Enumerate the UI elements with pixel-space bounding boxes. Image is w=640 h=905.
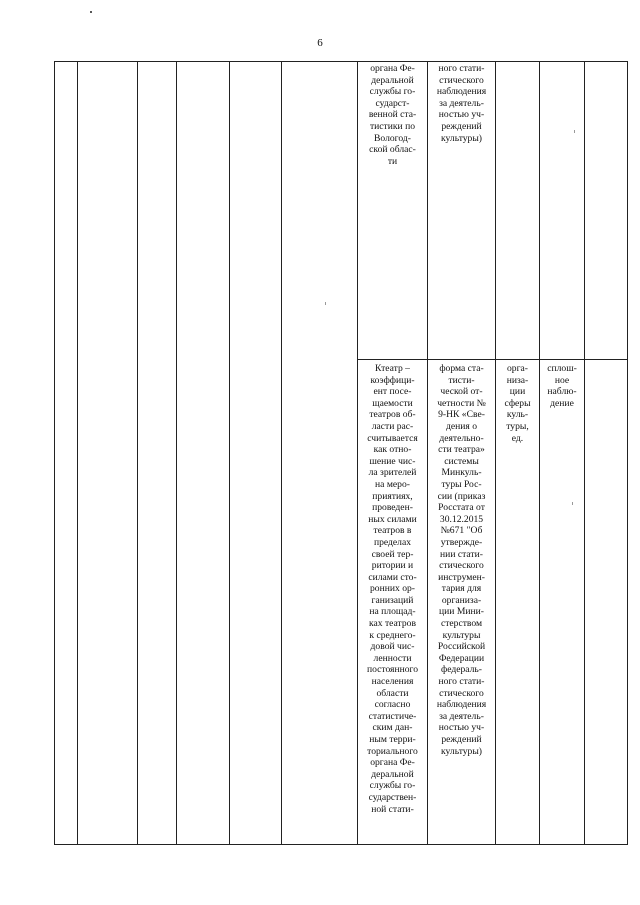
page-number: 6 [317, 37, 323, 49]
column-divider [539, 62, 540, 844]
row-divider [357, 359, 627, 360]
indicator-cell-row1: органа Фе- деральной службы го- сударст- венной ста- тистики по Вологод- ской облас- ти [368, 63, 417, 167]
column-divider [137, 62, 138, 844]
column-divider [584, 62, 585, 844]
scan-speck [572, 502, 573, 505]
source-cell-row1: ного стати- стического наблюдения за деятель- ностью уч- реждений культуры) [436, 63, 487, 144]
indicator-cell-row2: Ктеатр – коэффици- ент посе- щаемости театров об- ласти рас- считывается как отно- шение чис- ла зрителей на меро- приятиях, проведен- ных силами театров в пределах своей тер- ритории и силами сто- ронних ор- ганизаций на площад- ках театров к среднего- довой чис- ленности постоянного населения области согласно статистиче- ским дан- ным терри- ториального органа Фе- деральной службы го- сударствен- ной стати- [366, 363, 419, 815]
document-table [54, 61, 628, 845]
column-divider [281, 62, 282, 844]
column-divider [176, 62, 177, 844]
scan-speck [325, 302, 326, 305]
method-cell-row2: сплош- ное наблю- дение [547, 363, 577, 409]
column-divider [77, 62, 78, 844]
responsible-cell-row2: орга- низа- ции сферы куль- туры, ед. [504, 363, 531, 444]
scan-speck [574, 130, 575, 133]
stray-mark [90, 11, 92, 13]
column-divider [495, 62, 496, 844]
source-cell-row2: форма ста- тисти- ческой от- четности № 9-НК «Све- дения о деятельно- сти театра» системы Минкуль- туры Рос- сии (приказ Росстата от 30.12.2015 №671 "Об утвержде- нии стати- стического инструмен- тария для организа- ции Мини- стерством культуры Российской Федерации федераль- ного стати- стического наблюдения за деятель- ностью уч- реждений культуры) [436, 363, 487, 757]
column-divider [229, 62, 230, 844]
